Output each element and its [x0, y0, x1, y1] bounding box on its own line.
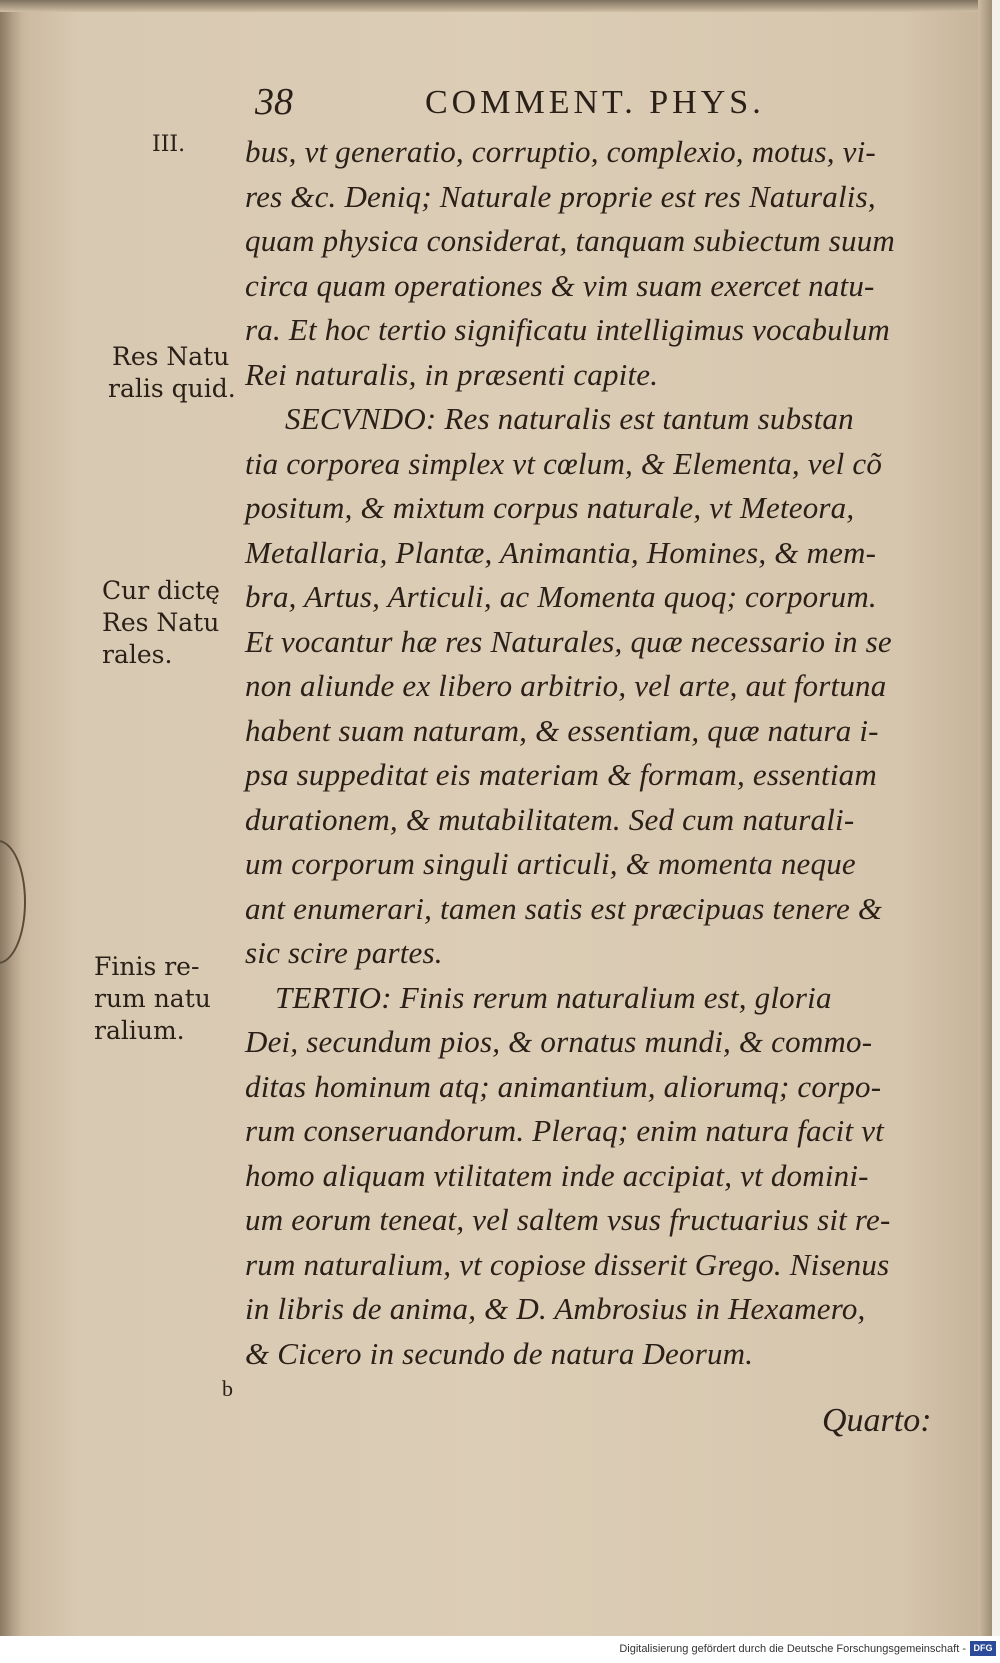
body-line: habent suam naturam, & essentiam, quæ natura i-: [245, 712, 879, 748]
marginal-note: Finis re-: [94, 952, 200, 981]
body-line: quam physica considerat, tanquam subiectum suum: [245, 223, 896, 258]
funding-credit: Digitalisierung gefördert durch die Deutsche Forschungsgemeinschaft -: [619, 1643, 966, 1655]
body-line: Et vocantur hæ res Naturales, quæ necessario in se: [245, 623, 892, 659]
marginal-note: ralium.: [94, 1016, 185, 1045]
body-line: tia corporea simplex vt cœlum, & Elementa, vel cõ: [245, 445, 883, 481]
body-line: bra, Artus, Articuli, ac Momenta quoq; corporum.: [245, 579, 877, 614]
body-line: ra. Et hoc tertio significatu intelligimus vocabulum: [245, 312, 890, 347]
marginal-note: Res Natu: [102, 608, 220, 637]
body-line: rum naturalium, vt copiose disserit Grego. Nisenus: [245, 1246, 890, 1282]
marginal-note: ralis quid.: [108, 374, 236, 403]
page-right-edge: [978, 0, 992, 1636]
page-left-edge: [0, 0, 22, 1636]
body-line: Rei naturalis, in præsenti capite.: [245, 356, 659, 392]
page-header: [255, 80, 855, 128]
body-line: bus, vt generatio, corruptio, complexio, motus, vi-: [245, 134, 876, 169]
body-line: Metallaria, Plantæ, Animantia, Homines, & mem-: [245, 534, 877, 570]
body-line: in libris de anima, & D. Ambrosius in Hexamero,: [245, 1291, 866, 1326]
digitization-footer: [0, 1636, 1000, 1663]
body-line: non aliunde ex libero arbitrio, vel arte, aut fortuna: [245, 668, 887, 703]
body-line: positum, & mixtum corpus naturale, vt Meteora,: [245, 490, 855, 525]
running-title: COMMENT. PHYS.: [425, 84, 765, 121]
body-line: psa suppeditat eis materiam & formam, essentiam: [245, 757, 877, 792]
page-number: 38: [255, 81, 293, 123]
body-line: durationem, & mutabilitatem. Sed cum naturali-: [245, 801, 855, 837]
body-line: circa quam operationes & vim suam exercet natu-: [245, 267, 875, 303]
body-line: um eorum teneat, vel saltem vsus fructuarius sit re-: [245, 1202, 891, 1237]
binding-mark: [0, 840, 26, 964]
page-top-edge: [0, 0, 992, 12]
dfg-logo-icon: DFG: [970, 1641, 996, 1656]
body-line: ditas hominum atq; animantium, aliorumq; corpo-: [245, 1068, 882, 1104]
body-line: um corporum singuli articuli, & momenta neque: [245, 846, 856, 881]
signature-mark: b: [222, 1376, 233, 1401]
body-line: homo aliquam vtilitatem inde accipiat, vt domini-: [245, 1157, 869, 1193]
body-line: Dei, secundum pios, & ornatus mundi, & commo-: [245, 1024, 873, 1059]
marginal-note: Res Natu: [112, 342, 230, 371]
body-line: ant enumerari, tamen satis est præcipuas tenere &: [245, 890, 883, 926]
body-line: & Cicero in secundo de natura Deorum.: [245, 1335, 754, 1371]
marginal-note: Cur dictę: [102, 576, 220, 605]
body-line: sic scire partes.: [245, 935, 443, 970]
marginal-note: rales.: [102, 640, 173, 669]
marginal-note: III.: [152, 132, 186, 157]
catchword: Quarto:: [822, 1402, 932, 1439]
body-line: SECVNDO: Res naturalis est tantum substan: [285, 401, 854, 436]
body-line: rum conseruandorum. Pleraq; enim natura facit vt: [245, 1113, 884, 1148]
body-line: TERTIO: Finis rerum naturalium est, gloria: [275, 979, 832, 1015]
body-line: res &c. Deniq; Naturale proprie est res Naturalis,: [245, 178, 876, 214]
marginal-note: rum natu: [94, 984, 211, 1013]
